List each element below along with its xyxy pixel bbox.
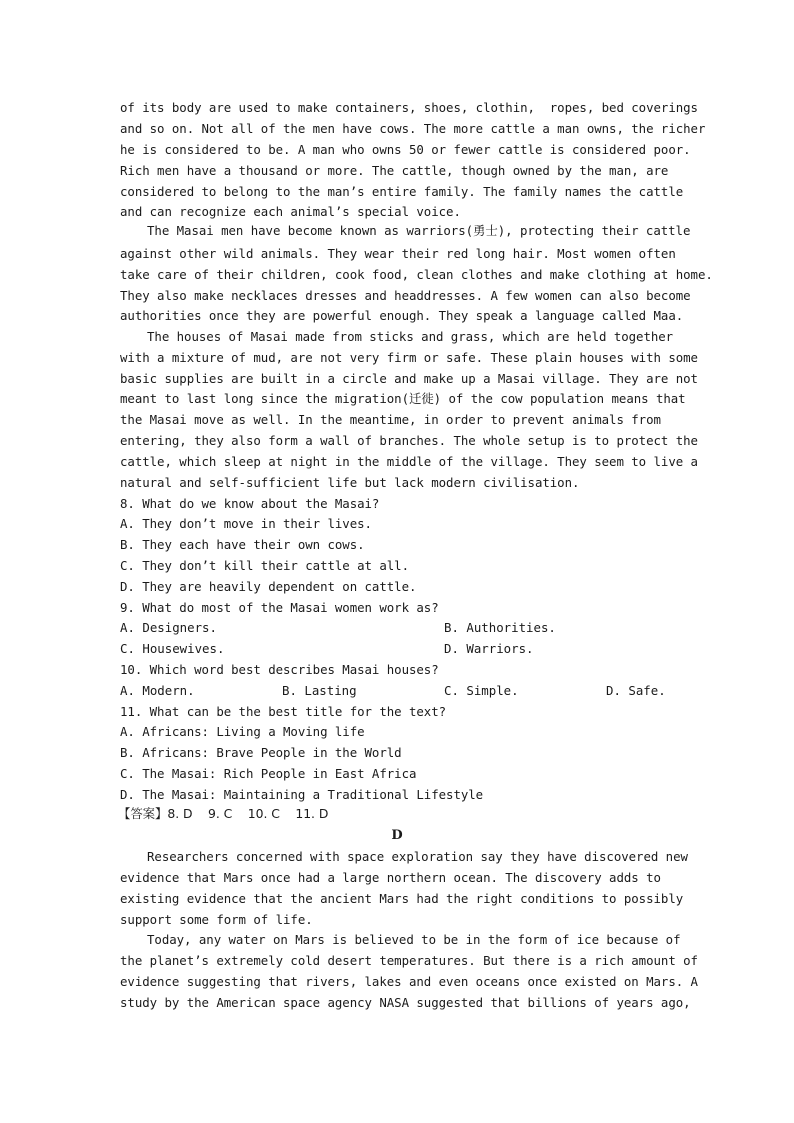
passage-d-line-5: Today, any water on Mars is believed to be in the form of ice because of [147,932,681,947]
question-8-stem: 8. What do we know about the Masai? [120,496,380,511]
question-8-option-d: D. They are heavily dependent on cattle. [120,579,417,594]
passage-c-line-4: Rich men have a thousand or more. The cattle, though owned by the man, are [120,163,669,178]
passage-c-line-13: with a mixture of mud, are not very firm or safe. These plain houses with some [120,350,698,365]
passage-c-line-5: considered to belong to the man’s entire family. The family names the cattle [120,184,684,199]
passage-d-line-7: evidence suggesting that rivers, lakes and even oceans once existed on Mars. A [120,974,698,989]
question-10-stem: 10. Which word best describes Masai houses? [120,662,439,677]
passage-c-line-15: meant to last long since the migration(迁徙) of the cow population means that [120,391,686,406]
question-9-option-b: B. Authorities. [444,620,556,635]
passage-c-line-2: and so on. Not all of the men have cows. The more cattle a man owns, the richer [120,121,706,136]
section-heading-d: D [391,828,403,843]
passage-d-line-6: the planet’s extremely cold desert temperatures. But there is a rich amount of [120,953,698,968]
question-9-stem: 9. What do most of the Masai women work as? [120,600,439,615]
passage-d-line-2: evidence that Mars once had a large northern ocean. The discovery adds to [120,870,661,885]
question-9-option-d: D. Warriors. [444,641,534,656]
passage-c-line-11: authorities once they are powerful enough. They speak a language called Maa. [120,308,684,323]
question-10-option-c: C. Simple. [444,683,519,698]
passage-c-line-10: They also make necklaces dresses and headdresses. A few women can also become [120,288,691,303]
question-10-option-b: B. Lasting [282,683,357,698]
question-11-stem: 11. What can be the best title for the text? [120,704,447,719]
passage-c-line-9: take care of their children, cook food, clean clothes and make clothing at home. [120,267,713,282]
question-8-option-a: A. They don’t move in their lives. [120,516,372,531]
answer-key: 【答案】8. D 9. C 10. C 11. D [118,806,329,821]
passage-c-line-6: and can recognize each animal’s special voice. [120,204,461,219]
passage-c-line-16: the Masai move as well. In the meantime, in order to prevent animals from [120,412,661,427]
question-11-option-c: C. The Masai: Rich People in East Africa [120,766,417,781]
question-11-option-d: D. The Masai: Maintaining a Traditional Lifestyle [120,787,484,802]
passage-d-line-8: study by the American space agency NASA suggested that billions of years ago, [120,995,691,1010]
passage-c-line-14: basic supplies are built in a circle and make up a Masai village. They are not [120,371,698,386]
passage-c-line-7: The Masai men have become known as warriors(勇士), protecting their cattle [147,223,691,238]
question-11-option-b: B. Africans: Brave People in the World [120,745,402,760]
passage-d-line-4: support some form of life. [120,912,313,927]
passage-c-line-19: natural and self-sufficient life but lack modern civilisation. [120,475,580,490]
question-8-option-b: B. They each have their own cows. [120,537,365,552]
question-10-option-a: A. Modern. [120,683,195,698]
question-9-option-a: A. Designers. [120,620,217,635]
passage-c-line-8: against other wild animals. They wear their red long hair. Most women often [120,246,676,261]
passage-c-line-1: of its body are used to make containers, shoes, clothin, ropes, bed coverings [120,100,698,115]
question-9-option-c: C. Housewives. [120,641,225,656]
passage-c-line-18: cattle, which sleep at night in the middle of the village. They seem to live a [120,454,698,469]
question-11-option-a: A. Africans: Living a Moving life [120,724,365,739]
passage-d-line-3: existing evidence that the ancient Mars had the right conditions to possibly [120,891,684,906]
question-10-option-d: D. Safe. [606,683,666,698]
question-8-option-c: C. They don’t kill their cattle at all. [120,558,409,573]
passage-c-line-12: The houses of Masai made from sticks and grass, which are held together [147,329,674,344]
passage-c-line-3: he is considered to be. A man who owns 50 or fewer cattle is considered poor. [120,142,691,157]
passage-c-line-17: entering, they also form a wall of branches. The whole setup is to protect the [120,433,698,448]
passage-d-line-1: Researchers concerned with space exploration say they have discovered new [147,849,688,864]
